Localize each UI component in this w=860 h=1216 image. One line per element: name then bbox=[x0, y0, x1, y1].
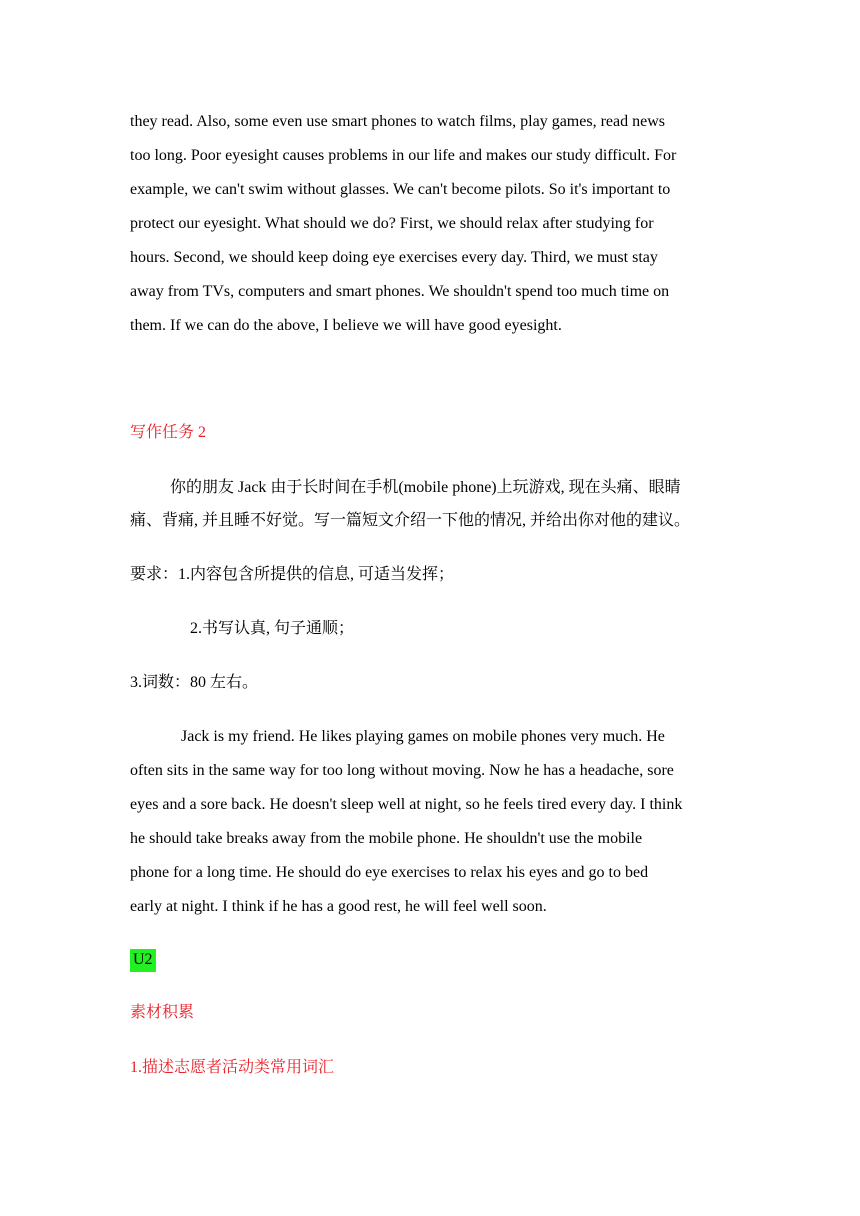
paragraph-line: away from TVs, computers and smart phones. We shouldn't spend too much time on bbox=[130, 283, 670, 300]
unit-highlight: U2 bbox=[130, 949, 156, 972]
paragraph-line: hours. Second, we should keep doing eye exercises every day. Third, we must stay bbox=[130, 249, 658, 266]
task2-prompt-line: 你的朋友 Jack 由于长时间在手机(mobile phone)上玩游戏, 现在头痛、眼睛 bbox=[170, 479, 681, 496]
requirement-line: 3.词数：80 左右。 bbox=[130, 674, 259, 691]
paragraph-line: example, we can't swim without glasses. We can't become pilots. So it's important to bbox=[130, 181, 671, 198]
paragraph-line: them. If we can do the above, I believe we will have good eyesight. bbox=[130, 317, 562, 334]
paragraph-line: they read. Also, some even use smart phones to watch films, play games, read news bbox=[130, 113, 665, 130]
requirement-line: 2.书写认真, 句子通顺； bbox=[190, 620, 355, 637]
paragraph-line: protect our eyesight. What should we do? First, we should relax after studying for bbox=[130, 215, 654, 232]
materials-heading: 素材积累 bbox=[130, 1004, 195, 1021]
essay-line: eyes and a sore back. He doesn't sleep well at night, so he feels tired every day. I think bbox=[130, 796, 683, 813]
essay-line: Jack is my friend. He likes playing games on mobile phones very much. He bbox=[181, 728, 665, 745]
task2-heading: 写作任务 2 bbox=[130, 424, 207, 441]
essay-line: phone for a long time. He should do eye exercises to relax his eyes and go to bed bbox=[130, 864, 649, 881]
materials-subheading: 1.描述志愿者活动类常用词汇 bbox=[130, 1059, 335, 1076]
unit-label bbox=[130, 950, 156, 970]
essay-line: he should take breaks away from the mobile phone. He shouldn't use the mobile bbox=[130, 830, 643, 847]
requirement-line: 要求：1.内容包含所提供的信息, 可适当发挥； bbox=[130, 566, 455, 583]
essay-line: early at night. I think if he has a good rest, he will feel well soon. bbox=[130, 898, 547, 915]
task2-prompt-line: 痛、背痛, 并且睡不好觉。写一篇短文介绍一下他的情况, 并给出你对他的建议。 bbox=[130, 512, 691, 529]
essay-line: often sits in the same way for too long without moving. Now he has a headache, sore bbox=[130, 762, 674, 779]
paragraph-line: too long. Poor eyesight causes problems in our life and makes our study difficult. For bbox=[130, 147, 677, 164]
